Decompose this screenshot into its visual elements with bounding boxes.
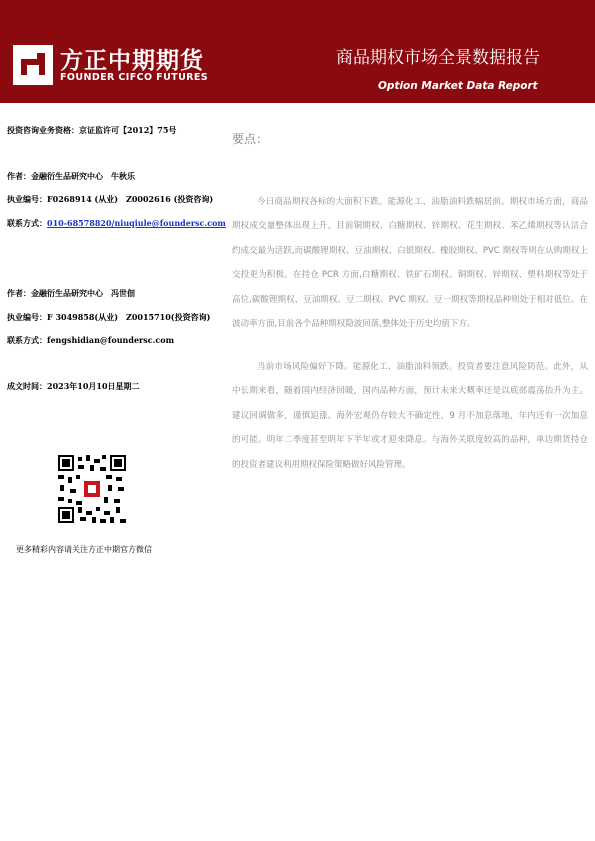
- qr-caption: 更多精彩内容请关注方正中期官方微信: [16, 545, 152, 554]
- report-header: [0, 0, 595, 103]
- key-points-paragraph-1: 今日商品期权各标的大面积下跌。能源化工、油脂油料跌幅居前。期权市场方面，商品期权成交量整体出现上升。目前铜期权、白糖期权、锌期权、花生期权、苯乙烯期权等认沽合约成交最为活跃,而碳酸锂期权、豆油期权、白银期权、橡胶期权、PVC 期权等则在认购期权上交投更为积极。在持仓 PCR 方面,白糖期权、铁矿石期权、铜期权、锌期权、塑料期权等处于高位,碳酸锂期权、豆油期权、豆二期权、PVC 期权、豆一期权等期权品种则处于相对低位。在波动率方面,目前各个品种期权隐波回落,整体处于历史均值下方。: [232, 197, 588, 330]
- logo-english-name: FOUNDER CIFCO FUTURES: [60, 72, 209, 83]
- report-subtitle: Option Market Data Report: [378, 80, 538, 92]
- founder-logo-icon: [13, 45, 53, 85]
- contact-1: [7, 218, 226, 229]
- license-info: 投资咨询业务资格：京证监许可【2012】75号: [7, 125, 177, 135]
- registration-2: 执业编号：F 3049858(从业) Z0015710(投资咨询): [7, 312, 211, 322]
- report-date: 成文时间：2023年10月10日星期二: [7, 381, 140, 391]
- wechat-qr-code-icon: [58, 455, 126, 523]
- registration-1: 执业编号：F0268914 (从业) Z0002616 (投资咨询): [7, 194, 214, 204]
- report-title: 商品期权市场全景数据报告: [336, 48, 540, 68]
- contact-1-label: 联系方式：: [7, 218, 47, 228]
- contact-1-link[interactable]: 010-68578820/niuqiule@foundersc.com: [47, 218, 226, 228]
- contact-2-email: fengshidian@foundersc.com: [47, 335, 175, 345]
- contact-2: [7, 335, 174, 346]
- author-1: 作者：金融衍生品研究中心 牛秋乐: [7, 171, 135, 181]
- contact-2-label: 联系方式：: [7, 335, 47, 345]
- author-2: 作者：金融衍生品研究中心 冯世佃: [7, 288, 135, 298]
- key-points-paragraph-2: 当前市场风险偏好下降。能源化工、油脂油料领跌。投资者要注意风险防范。此外，从中长期来看，随着国内经济回暖，国内品种方面，预计未来大概率还是以底部震荡抬升为主。建议回调做多，谨慎追涨。海外宏观仍存较大不确定性，9 月不加息落地，年内还有一次加息的可能。明年二季度甚至明年下半年或才迎来降息。与海外关联度较高的品种，单边期货持仓的投资者建议利用期权保险策略做好风险管理。: [232, 362, 588, 470]
- key-points-title: 要点：: [232, 132, 269, 146]
- logo-chinese-name: 方正中期期货: [60, 48, 204, 74]
